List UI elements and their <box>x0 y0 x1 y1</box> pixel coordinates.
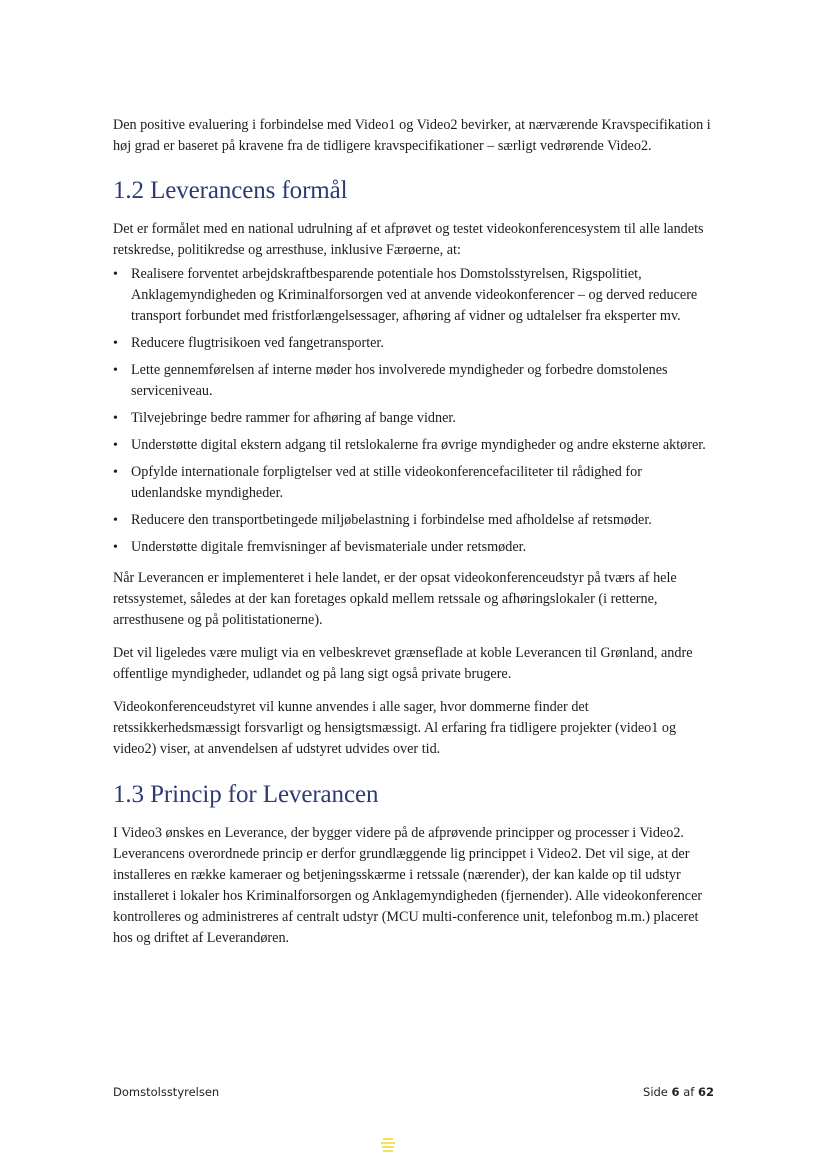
list-item: • Understøtte digital ekstern adgang til retslokalerne fra øvrige myndigheder og andre eksterne aktører. <box>113 435 713 456</box>
purpose-list <box>113 264 713 558</box>
bullet-icon: • <box>113 411 118 426</box>
section-1-2-lead: Det er formålet med en national udrulning af et afprøvet og testet videokonferencesystem til alle landets retskredse, politikredse og arresthuse, inklusive Færøerne, at: <box>113 221 704 258</box>
section-1-2-paragraph-3: Videokonferenceudstyret vil kunne anvendes i alle sager, hvor dommerne finder det retssikkerhedsmæssigt forsvarligt og hensigtsmæssigt. Al erfaring fra tidligere projekter (video1 og video2) viser, at anvendelsen af udstyret udvides over tid. <box>113 699 677 757</box>
list-item: • Reducere den transportbetingede miljøbelastning i forbindelse med afholdelse af retsmøder. <box>113 510 713 531</box>
intro-paragraph: Den positive evaluering i forbindelse med Video1 og Video2 bevirker, at nærværende Kravspecifikation i høj grad er baseret på kravene fra de tidligere kravspecifikationer – særligt vedrørende Video2. <box>113 117 711 154</box>
list-item: • Understøtte digitale fremvisninger af bevismateriale under retsmøder. <box>113 537 713 558</box>
section-1-2-paragraph-2: Det vil ligeledes være muligt via en velbeskrevet grænseflade at koble Leverancen til Grønland, andre offentlige myndigheder, udlandet og på lang sigt også private brugere. <box>113 645 693 682</box>
section-heading-1-3: 1.3 Princip for Leverancen <box>113 781 379 808</box>
list-item: • Tilvejebringe bedre rammer for afhøring af bange vidner. <box>113 408 713 429</box>
bullet-icon: • <box>113 336 118 351</box>
bullet-icon: • <box>113 438 118 453</box>
list-item: • Opfylde internationale forpligtelser ved at stille videokonferencefaciliteter til rådighed for udenlandske myndigheder. <box>113 464 642 501</box>
section-1-3-paragraph: I Video3 ønskes en Leverance, der bygger videre på de afprøvende principper og processer i Video2. Leverancens overordnede princip er derfor grundlæggende lig princippet i Video2. Det vil sige, at der installeres en række kameraer og betjeningsskærme i retssale (nærender), der kan kalde op til udstyr installeret i lokaler hos Kriminalforsorgen og Anklagemyndigheden (fjernender). Alle videokonferencer kontrolleres og administreres af centralt udstyr (MCU multi-conference unit, telefonbog m.m.) placeret hos og driftet af Leverandøren. <box>113 825 703 946</box>
section-heading-1-2: 1.2 Leverancens formål <box>113 177 348 204</box>
bullet-icon: • <box>113 363 118 378</box>
footer-organization: Domstolsstyrelsen <box>113 1085 220 1099</box>
list-item: • Reducere flugtrisikoen ved fangetransporter. <box>113 333 713 354</box>
bullet-icon: • <box>113 267 118 282</box>
document-page <box>113 108 713 949</box>
list-item: • Lette gennemførelsen af interne møder hos involverede myndigheder og forbedre domstolenes serviceniveau. <box>113 362 668 399</box>
list-item: • Realisere forventet arbejdskraftbesparende potentiale hos Domstolsstyrelsen, Rigspolitiet, Anklagemyndigheden og Kriminalforsorgen ved at anvende videokonferencer – og derved reducere transport forbundet med fristforlængelsessager, afhøring af vidner og udtalelser fra eksperter mv. <box>113 266 698 324</box>
footer-page-number: Side 6 af 62 <box>643 1085 714 1099</box>
bullet-icon: • <box>113 540 118 555</box>
bullet-icon: • <box>113 465 118 480</box>
bullet-icon: • <box>113 513 118 528</box>
highlight-mark-icon <box>380 1136 396 1154</box>
section-1-2-paragraph-1: Når Leverancen er implementeret i hele landet, er der opsat videokonferenceudstyr på tværs af hele retssystemet, således at der kan foretages opkald mellem retssale og afhøringslokaler (i retterne, arresthusene og på politistationerne). <box>113 570 677 628</box>
